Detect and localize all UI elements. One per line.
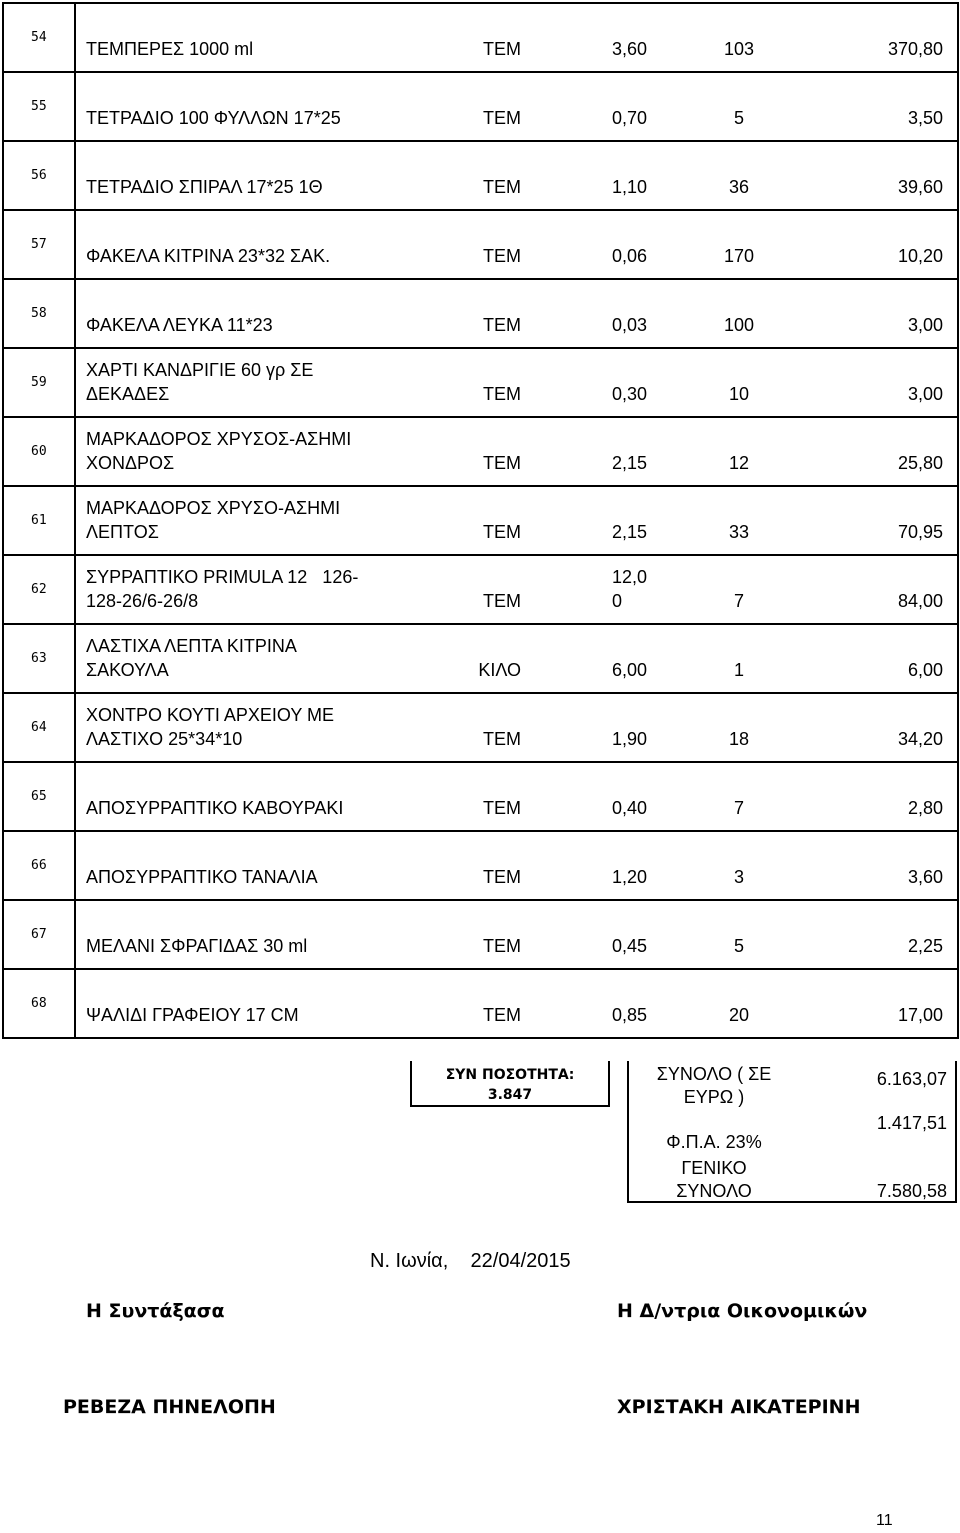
total-quantity-box [410, 1061, 610, 1107]
page-number: 11 [876, 1512, 893, 1529]
item-price-line2: 0 [611, 591, 622, 611]
item-total: 17,00 [759, 969, 958, 1038]
item-total: 3,00 [759, 348, 958, 417]
item-price: 0,40 [525, 762, 659, 831]
table-row [3, 417, 958, 486]
item-total: 6,00 [759, 624, 958, 693]
grand-total-value: 7.580,58 [876, 1181, 947, 1201]
item-total: 25,80 [759, 417, 958, 486]
table-row [3, 969, 958, 1038]
item-description [75, 348, 445, 417]
item-quantity: 1 [659, 624, 759, 693]
grand-total-label-line1: ΓΕΝΙΚΟ [681, 1158, 747, 1178]
row-number: 66 [3, 831, 75, 900]
table-row [3, 279, 958, 348]
table-row [3, 693, 958, 762]
item-price: 1,10 [525, 141, 659, 210]
item-quantity: 100 [659, 279, 759, 348]
row-number: 62 [3, 555, 75, 624]
item-quantity: 10 [659, 348, 759, 417]
item-total: 370,80 [759, 3, 958, 72]
table-row [3, 555, 958, 624]
place-date: Ν. Ιωνία, 22/04/2015 [370, 1250, 571, 1272]
grand-total-label-line2: ΣΥΝΟΛΟ [676, 1181, 752, 1201]
item-quantity: 103 [659, 3, 759, 72]
subtotal-label-line2: ΕΥΡΩ ) [683, 1087, 745, 1107]
item-quantity: 5 [659, 900, 759, 969]
item-price-line1: 12,0 [611, 567, 647, 587]
item-price: 1,90 [525, 693, 659, 762]
item-total: 2,25 [759, 900, 958, 969]
item-price: 0,70 [525, 72, 659, 141]
vat-value: 1.417,51 [876, 1113, 947, 1133]
item-description-line2: 128-26/6-26/8 [86, 591, 199, 611]
row-number: 56 [3, 141, 75, 210]
row-number: 54 [3, 3, 75, 72]
item-description-line2: ΔΕΚΑΔΕΣ [86, 384, 170, 404]
table-row [3, 624, 958, 693]
item-price: 3,60 [525, 3, 659, 72]
item-description: ΤΕΤΡΑΔΙΟ ΣΠΙΡΑΛ 17*25 1Θ [75, 141, 445, 210]
item-total: 10,20 [759, 210, 958, 279]
totals-box [627, 1061, 957, 1203]
item-unit: ΤΕΜ [445, 831, 525, 900]
signature-left-name: ΡΕΒΕΖΑ ΠΗΝΕΛΟΠΗ [63, 1396, 276, 1418]
row-number: 58 [3, 279, 75, 348]
row-number: 57 [3, 210, 75, 279]
item-description-line1: ΧΟΝΤΡΟ ΚΟΥΤΙ ΑΡΧΕΙΟΥ ΜΕ [86, 705, 335, 725]
item-unit: ΚΙΛΟ [445, 624, 525, 693]
item-price: 2,15 [525, 486, 659, 555]
table-row [3, 348, 958, 417]
signature-left-title: Η Συντάξασα [86, 1300, 225, 1322]
item-description-line2: ΛΕΠΤΟΣ [86, 522, 159, 542]
table-row [3, 486, 958, 555]
item-total: 84,00 [759, 555, 958, 624]
table-row [3, 831, 958, 900]
item-description-line2: ΧΟΝΔΡΟΣ [86, 453, 175, 473]
item-total: 2,80 [759, 762, 958, 831]
item-total: 3,00 [759, 279, 958, 348]
item-description [75, 693, 445, 762]
item-total: 39,60 [759, 141, 958, 210]
row-number: 63 [3, 624, 75, 693]
row-number: 67 [3, 900, 75, 969]
item-unit: ΤΕΜ [445, 969, 525, 1038]
total-quantity-value: 3.847 [487, 1087, 533, 1103]
item-description-line1: ΣΥΡΡΑΠΤΙΚΟ PRIMULA 12 126- [86, 567, 359, 587]
item-description: ΨΑΛΙΔΙ ΓΡΑΦΕΙΟΥ 17 CM [75, 969, 445, 1038]
table-row [3, 72, 958, 141]
item-description [75, 486, 445, 555]
item-price: 0,03 [525, 279, 659, 348]
signature-right-title: Η Δ/ντρια Οικονομικών [617, 1300, 868, 1322]
row-number: 64 [3, 693, 75, 762]
row-number: 55 [3, 72, 75, 141]
item-price: 6,00 [525, 624, 659, 693]
item-quantity: 12 [659, 417, 759, 486]
signature-right-name: ΧΡΙΣΤΑΚΗ ΑΙΚΑΤΕΡΙΝΗ [617, 1396, 861, 1418]
item-quantity: 7 [659, 555, 759, 624]
item-price: 0,06 [525, 210, 659, 279]
row-number: 65 [3, 762, 75, 831]
total-quantity-label: ΣΥΝ ΠΟΣΟΤΗΤΑ: [445, 1067, 575, 1083]
item-quantity: 170 [659, 210, 759, 279]
item-total: 3,60 [759, 831, 958, 900]
item-price: 0,45 [525, 900, 659, 969]
item-description: ΤΕΜΠΕΡΕΣ 1000 ml [75, 3, 445, 72]
item-description-line1: ΛΑΣΤΙΧΑ ΛΕΠΤΑ ΚΙΤΡΙΝΑ [86, 636, 297, 656]
table-row [3, 210, 958, 279]
item-description: ΤΕΤΡΑΔΙΟ 100 ΦΥΛΛΩΝ 17*25 [75, 72, 445, 141]
item-description: ΑΠΟΣΥΡΡΑΠΤΙΚΟ ΤΑΝΑΛΙΑ [75, 831, 445, 900]
item-unit: ΤΕΜ [445, 141, 525, 210]
item-unit: ΤΕΜ [445, 693, 525, 762]
row-number: 68 [3, 969, 75, 1038]
item-description-line2: ΣΑΚΟΥΛΑ [86, 660, 169, 680]
item-quantity: 20 [659, 969, 759, 1038]
item-quantity: 18 [659, 693, 759, 762]
item-price: 2,15 [525, 417, 659, 486]
item-unit: ΤΕΜ [445, 348, 525, 417]
item-unit: ΤΕΜ [445, 279, 525, 348]
item-unit: ΤΕΜ [445, 762, 525, 831]
item-price: 0,85 [525, 969, 659, 1038]
item-unit: ΤΕΜ [445, 900, 525, 969]
table-row [3, 141, 958, 210]
vat-label: Φ.Π.Α. 23% [666, 1132, 762, 1152]
item-price [525, 555, 659, 624]
item-quantity: 7 [659, 762, 759, 831]
item-price: 1,20 [525, 831, 659, 900]
item-description [75, 624, 445, 693]
item-description: ΑΠΟΣΥΡΡΑΠΤΙΚΟ ΚΑΒΟΥΡΑΚΙ [75, 762, 445, 831]
item-quantity: 33 [659, 486, 759, 555]
item-total: 34,20 [759, 693, 958, 762]
item-description: ΜΕΛΑΝΙ ΣΦΡΑΓΙΔΑΣ 30 ml [75, 900, 445, 969]
table-row [3, 762, 958, 831]
table-row [3, 3, 958, 72]
item-quantity: 36 [659, 141, 759, 210]
item-quantity: 3 [659, 831, 759, 900]
item-total: 70,95 [759, 486, 958, 555]
row-number: 60 [3, 417, 75, 486]
subtotal-label-line1: ΣΥΝΟΛΟ ( ΣΕ [656, 1064, 772, 1084]
item-description [75, 417, 445, 486]
item-description-line1: ΜΑΡΚΑΔΟΡΟΣ ΧΡΥΣΟ-ΑΣΗΜΙ [86, 498, 341, 518]
item-unit: ΤΕΜ [445, 417, 525, 486]
items-table [2, 2, 959, 1039]
item-unit: ΤΕΜ [445, 555, 525, 624]
row-number: 61 [3, 486, 75, 555]
subtotal-value: 6.163,07 [876, 1069, 947, 1089]
item-quantity: 5 [659, 72, 759, 141]
item-unit: ΤΕΜ [445, 486, 525, 555]
item-description-line1: ΧΑΡΤΙ ΚΑΝΔΡΙΓΙΕ 60 γρ ΣΕ [86, 360, 314, 380]
item-unit: ΤΕΜ [445, 72, 525, 141]
row-number: 59 [3, 348, 75, 417]
table-row [3, 900, 958, 969]
item-total: 3,50 [759, 72, 958, 141]
item-description-line2: ΛΑΣΤΙΧΟ 25*34*10 [86, 729, 243, 749]
item-description-line1: ΜΑΡΚΑΔΟΡΟΣ ΧΡΥΣΟΣ-ΑΣΗΜΙ [86, 429, 352, 449]
item-description [75, 555, 445, 624]
item-price: 0,30 [525, 348, 659, 417]
item-description: ΦΑΚΕΛΑ ΛΕΥΚΑ 11*23 [75, 279, 445, 348]
item-description: ΦΑΚΕΛΑ ΚΙΤΡΙΝΑ 23*32 ΣΑΚ. [75, 210, 445, 279]
item-unit: ΤΕΜ [445, 210, 525, 279]
item-unit: ΤΕΜ [445, 3, 525, 72]
